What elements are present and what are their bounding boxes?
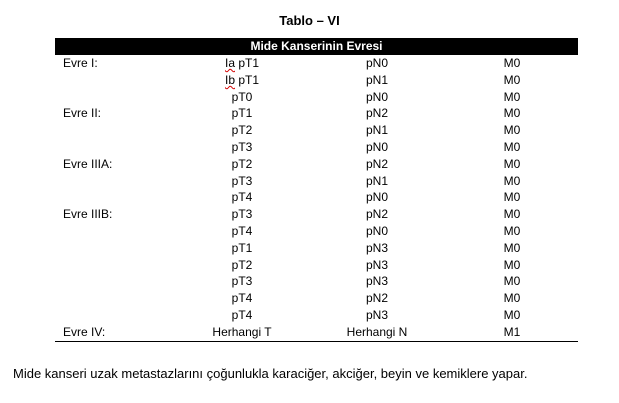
- stage-table: [55, 55, 578, 342]
- metastasis-value: M0: [503, 274, 521, 289]
- metastasis-value: M0: [503, 223, 521, 238]
- table-row: [55, 72, 578, 89]
- tumor-value: pT1: [231, 106, 253, 121]
- node-value: pN3: [365, 274, 389, 289]
- table-row: [55, 290, 578, 307]
- node-value: pN3: [365, 240, 389, 255]
- tumor-value: pT4: [231, 307, 253, 322]
- table-row: [55, 223, 578, 240]
- tumor-value: pT4: [231, 190, 253, 205]
- tumor-value: pT3: [231, 274, 253, 289]
- node-value: pN0: [365, 223, 389, 238]
- table-row: [55, 206, 578, 223]
- metastasis-value: M0: [503, 106, 521, 121]
- tumor-value: Herhangi T: [212, 324, 272, 339]
- node-value: pN2: [365, 106, 389, 121]
- table-row: [55, 307, 578, 324]
- table-row: [55, 156, 578, 173]
- metastasis-value: M0: [503, 291, 521, 306]
- metastasis-value: M0: [503, 257, 521, 272]
- metastasis-value: M0: [503, 173, 521, 188]
- metastasis-value: M1: [503, 324, 521, 339]
- substage-prefix: Ia: [224, 56, 235, 70]
- table-row: [55, 89, 578, 106]
- tumor-value: pT2: [231, 123, 253, 138]
- metastasis-value: M0: [503, 123, 521, 138]
- stage-label: Evre I:: [63, 56, 98, 70]
- node-value: pN3: [365, 257, 389, 272]
- table-row: [55, 240, 578, 257]
- tumor-value: pT2: [231, 156, 253, 171]
- tumor-value: pT1: [231, 240, 253, 255]
- metastasis-value: M0: [503, 156, 521, 171]
- table-row: [55, 189, 578, 206]
- tumor-value: pT3: [231, 139, 253, 154]
- table-row: [55, 324, 578, 342]
- node-value: pN2: [365, 207, 389, 222]
- node-value: pN0: [365, 89, 389, 104]
- metastasis-value: M0: [503, 240, 521, 255]
- stage-label: Evre IV:: [63, 324, 106, 339]
- table-row: [55, 122, 578, 139]
- metastasis-value: M0: [503, 56, 521, 70]
- table-row: [55, 139, 578, 156]
- tumor-value: pT1: [235, 56, 260, 70]
- metastasis-value: M0: [503, 139, 521, 154]
- metastasis-value: M0: [503, 207, 521, 222]
- table-row: [55, 257, 578, 274]
- node-value: pN0: [365, 139, 389, 154]
- node-value: Herhangi N: [346, 324, 408, 339]
- node-value: pN1: [365, 173, 389, 188]
- tumor-value: pT0: [231, 89, 253, 104]
- node-value: pN0: [365, 190, 389, 205]
- tumor-value: pT3: [231, 173, 253, 188]
- footnote-text: Mide kanseri uzak metastazlarını çoğunlukla karaciğer, akciğer, beyin ve kemiklere yapar.: [13, 366, 528, 381]
- tumor-value: pT4: [231, 291, 253, 306]
- table-row: [55, 55, 578, 72]
- table-title: Tablo – VI: [279, 13, 340, 28]
- stage-label: Evre IIIB:: [63, 207, 113, 222]
- substage-prefix: Ib: [224, 72, 235, 87]
- node-value: pN1: [365, 123, 389, 138]
- node-value: pN3: [365, 307, 389, 322]
- node-value: pN2: [365, 156, 389, 171]
- metastasis-value: M0: [503, 72, 521, 87]
- table-row: [55, 273, 578, 290]
- metastasis-value: M0: [503, 89, 521, 104]
- node-value: pN0: [365, 56, 389, 70]
- node-value: pN2: [365, 291, 389, 306]
- tumor-value: pT3: [231, 207, 253, 222]
- stage-label: Evre II:: [63, 106, 102, 121]
- tumor-value: pT1: [235, 72, 260, 87]
- node-value: pN1: [365, 72, 389, 87]
- tumor-value: pT2: [231, 257, 253, 272]
- table-row: [55, 105, 578, 122]
- stage-label: Evre IIIA:: [63, 156, 113, 171]
- table-header: Mide Kanserinin Evresi: [55, 38, 578, 55]
- table-row: [55, 173, 578, 190]
- tumor-value: pT4: [231, 223, 253, 238]
- metastasis-value: M0: [503, 190, 521, 205]
- metastasis-value: M0: [503, 307, 521, 322]
